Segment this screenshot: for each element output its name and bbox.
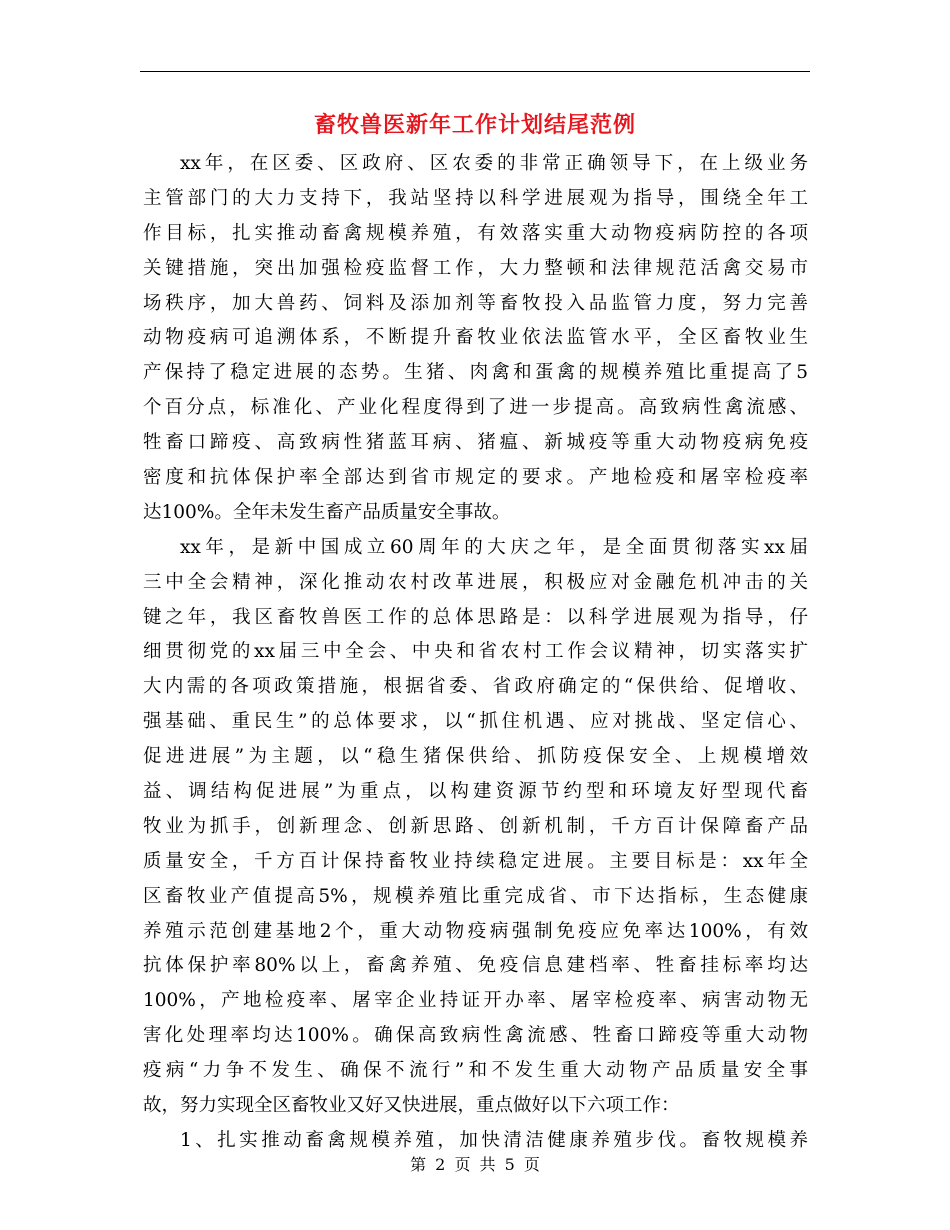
paragraph-1-line: 个百分点，标准化、产业化程度得到了进一步提高。高致病性禽流感、 <box>143 397 808 419</box>
paragraph-2-line: 促进进展”为主题，以“稳生猪保供给、抓防疫保安全、上规模增效 <box>143 746 808 768</box>
page-footer: 第 2 页 共 5 页 <box>410 1155 540 1174</box>
paragraph-3-line: 1、扎实推动畜禽规模养殖，加快清洁健康养殖步伐。畜牧规模养 <box>180 1129 808 1151</box>
paragraph-2-line: 质量安全，千方百计保持畜牧业持续稳定进展。主要目标是：xx年全 <box>143 850 808 872</box>
paragraph-1-line: 场秩序，加大兽药、饲料及添加剂等畜牧投入品监管力度，努力完善 <box>143 292 808 314</box>
paragraph-2-line: 疫病“力争不发生、确保不流行”和不发生重大动物产品质量安全事 <box>143 1060 808 1082</box>
paragraph-1-line: 产保持了稳定进展的态势。生猪、肉禽和蛋禽的规模养殖比重提高了5 <box>143 362 808 384</box>
paragraph-2-line: 益、调结构促进展”为重点，以构建资源节约型和环境友好型现代畜 <box>143 781 808 803</box>
paragraph-2-line: 细贯彻党的xx届三中全会、中央和省农村工作会议精神，切实落实扩 <box>143 641 808 663</box>
paragraph-2-line: 区畜牧业产值提高5%，规模养殖比重完成省、市下达指标，生态健康 <box>143 885 808 907</box>
document-title: 畜牧兽医新年工作计划结尾范例 <box>313 112 636 138</box>
paragraph-1-line: 密度和抗体保护率全部达到省市规定的要求。产地检疫和屠宰检疫率 <box>143 467 808 489</box>
paragraph-2-line: 养殖示范创建基地2个，重大动物疫病强制免疫应免率达100%，有效 <box>143 920 808 942</box>
paragraph-2-line: 强基础、重民生”的总体要求，以“抓住机遇、应对挑战、坚定信心、 <box>143 711 808 733</box>
paragraph-1-line: 关键措施，突出加强检疫监督工作，大力整顿和法律规范活禽交易市 <box>143 257 808 279</box>
paragraph-1-line: 主管部门的大力支持下，我站坚持以科学进展观为指导，围绕全年工 <box>143 187 808 209</box>
header-rule <box>140 71 810 72</box>
paragraph-1-line: 作目标，扎实推动畜禽规模养殖，有效落实重大动物疫病防控的各项 <box>143 222 808 244</box>
paragraph-2-line: 故，努力实现全区畜牧业又好又快进展，重点做好以下六项工作： <box>143 1095 680 1117</box>
paragraph-2-line: 100%，产地检疫率、屠宰企业持证开办率、屠宰检疫率、病害动物无 <box>143 990 808 1012</box>
paragraph-1-line: 达100%。全年未发生畜产品质量安全事故。 <box>143 501 511 523</box>
paragraph-2-line: 三中全会精神，深化推动农村改革进展，积极应对金融危机冲击的关 <box>143 571 808 593</box>
paragraph-2-line: 牧业为抓手，创新理念、创新思路、创新机制，千方百计保障畜产品 <box>143 815 808 837</box>
paragraph-2-line: xx年，是新中国成立60周年的大庆之年，是全面贯彻落实xx届 <box>180 536 808 558</box>
paragraph-2-line: 大内需的各项政策措施，根据省委、省政府确定的“保供给、促增收、 <box>143 676 808 698</box>
paragraph-1-line: xx年，在区委、区政府、区农委的非常正确领导下，在上级业务 <box>180 153 808 174</box>
paragraph-1-line: 牲畜口蹄疫、高致病性猪蓝耳病、猪瘟、新城疫等重大动物疫病免疫 <box>143 432 808 454</box>
paragraph-1-line: 动物疫病可追溯体系，不断提升畜牧业依法监管水平，全区畜牧业生 <box>143 327 808 349</box>
paragraph-2-line: 键之年，我区畜牧兽医工作的总体思路是：以科学进展观为指导，仔 <box>143 606 808 628</box>
paragraph-2-line: 害化处理率均达100%。确保高致病性禽流感、牲畜口蹄疫等重大动物 <box>143 1025 808 1047</box>
paragraph-2-line: 抗体保护率80%以上，畜禽养殖、免疫信息建档率、牲畜挂标率均达 <box>143 955 808 977</box>
document-body <box>143 147 808 1159</box>
